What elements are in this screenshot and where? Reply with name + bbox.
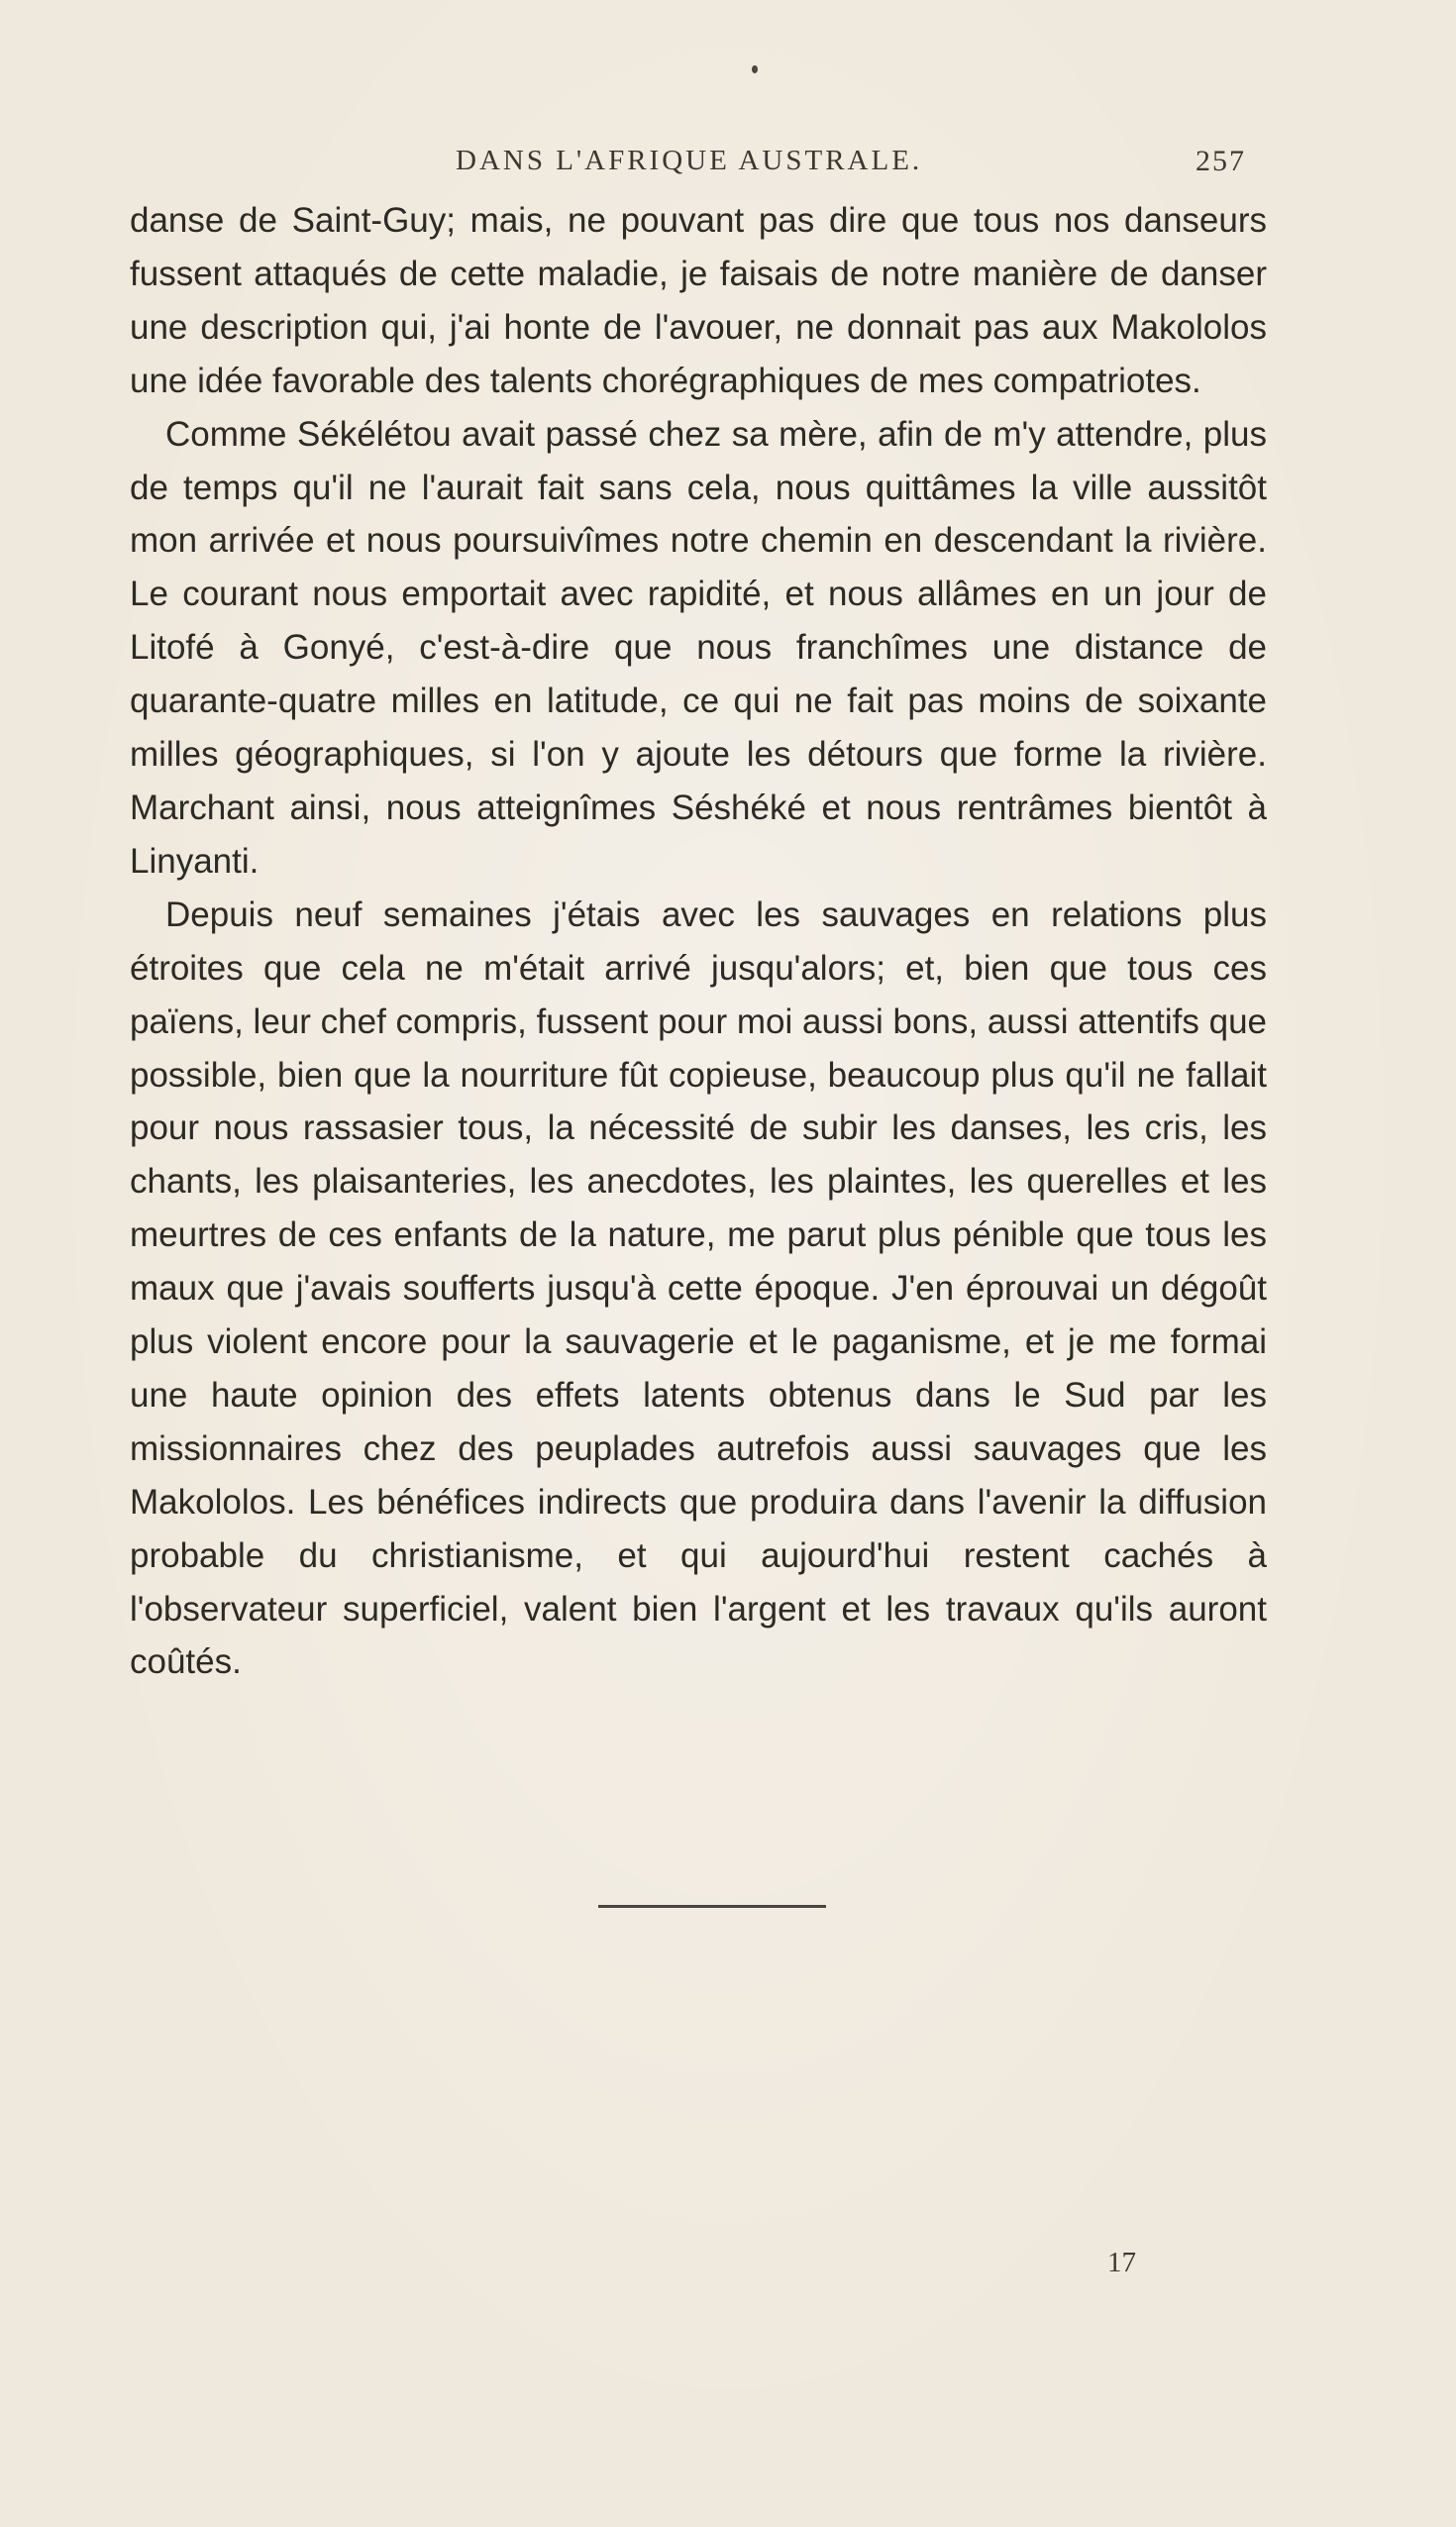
ink-dot-mark xyxy=(752,65,758,73)
paragraph: Depuis neuf semaines j'étais avec les sauvages en relations plus étroites que cela ne m'était arrivé jusqu'alors; et, bien que tous ces païens, leur chef compris, fussent pour moi aussi bons, aussi attentifs que possible, bien que la nourriture fût copieuse, beaucoup plus qu'il ne fallait pour nous rassasier tous, la nécessité de subir les danses, les cris, les chants, les plaisanteries, les anecdotes, les plaintes, les querelles et les meurtres de ces enfants de la nature, me parut plus pénible que tous les maux que j'avais soufferts jusqu'à cette époque. J'en éprouvai un dégoût plus violent encore pour la sauvagerie et le paganisme, et je me formai une haute opinion des effets latents obtenus dans le Sud par les missionnaires chez des peuplades autrefois aussi sauvages que les Makololos. Les bénéfices indirects que produira dans l'avenir la diffusion probable du christianisme, et qui aujourd'hui restent cachés à l'observateur superficiel, valent bien l'argent et les travaux qu'ils auront coûtés. xyxy=(130,895,1267,1682)
paragraph: danse de Saint-Guy; mais, ne pouvant pas dire que tous nos danseurs fussent attaqués de cette maladie, je faisais de notre manière de danser une description qui, j'ai honte de l'avouer, ne donnait pas aux Makololos une idée favorable des talents chorégraphiques de mes compatriotes. xyxy=(130,201,1267,400)
body-text xyxy=(130,194,1267,1689)
page-number: 257 xyxy=(1196,145,1246,177)
end-rule-divider xyxy=(598,1905,826,1908)
paragraph: Comme Sékélétou avait passé chez sa mère, afin de m'y attendre, plus de temps qu'il ne l'aurait fait sans cela, nous quittâmes la ville aussitôt mon arrivée et nous poursuivîmes notre chemin en descendant la rivière. Le courant nous emportait avec rapidité, et nous allâmes en un jour de Litofé à Gonyé, c'est-à-dire que nous franchîmes une distance de quarante-quatre milles en latitude, ce qui ne fait pas moins de soixante milles géographiques, si l'on y ajoute les détours que forme la rivière. Marchant ainsi, nous atteignîmes Séshéké et nous rentrâmes bientôt à Linyanti. xyxy=(130,414,1267,881)
signature-mark: 17 xyxy=(1107,2247,1136,2278)
running-header: DANS L'AFRIQUE AUSTRALE. xyxy=(456,145,923,176)
